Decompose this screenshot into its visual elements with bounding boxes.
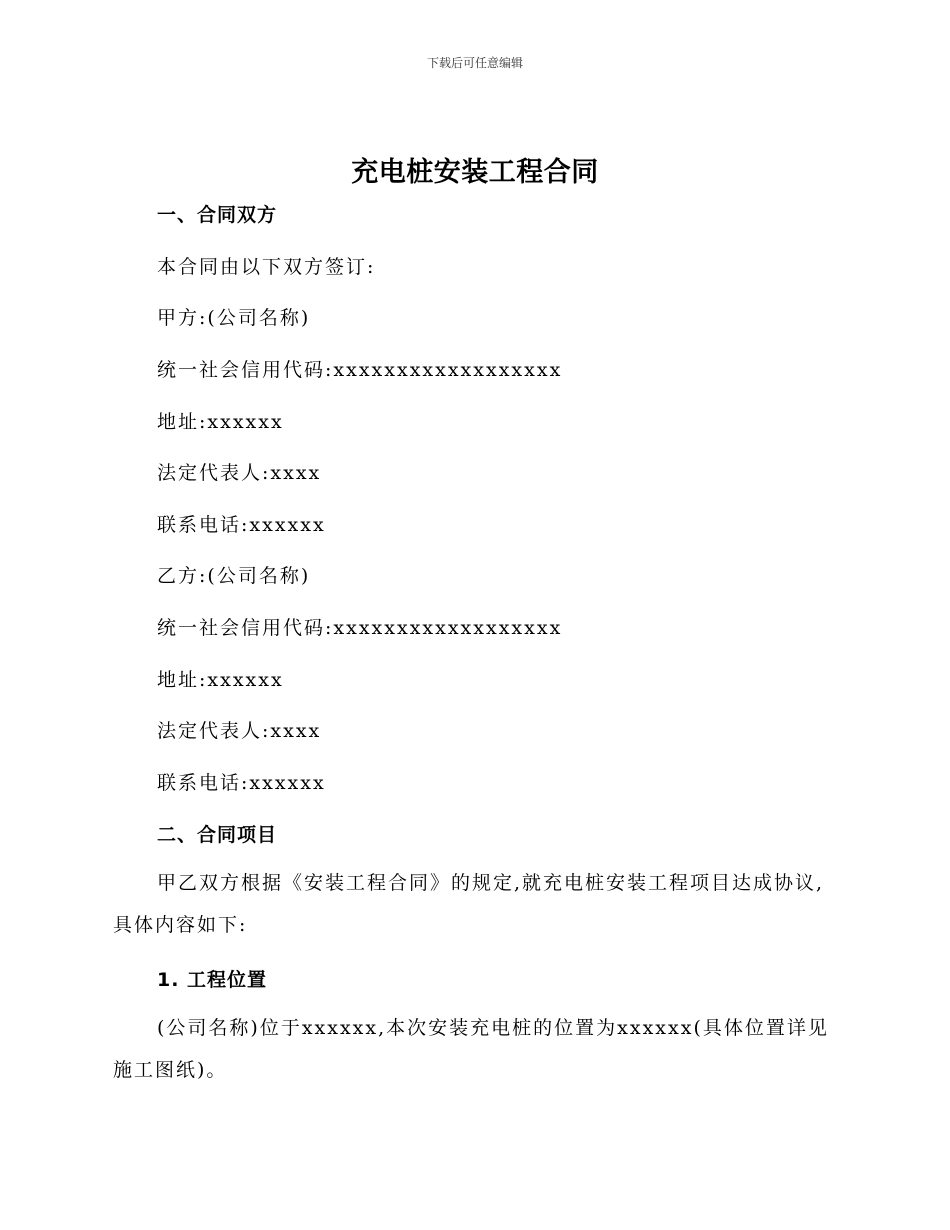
party-a-name: 甲方:(公司名称) — [157, 307, 311, 329]
location-paragraph: (公司名称)位于xxxxxx,本次安装充电桩的位置为xxxxxx(具体位置详见施工图纸)。 — [113, 1017, 829, 1081]
header-note: 下载后可任意编辑 — [426, 56, 523, 70]
document-title: 充电桩安装工程合同 — [351, 157, 599, 188]
party-b-credit-code: 统一社会信用代码:xxxxxxxxxxxxxxxxxx — [157, 617, 563, 639]
party-b-representative: 法定代表人:xxxx — [157, 720, 322, 742]
party-a-address: 地址:xxxxxx — [157, 411, 284, 433]
subheading-location: 1. 工程位置 — [157, 969, 268, 991]
party-b-name: 乙方:(公司名称) — [157, 565, 311, 587]
party-b-address: 地址:xxxxxx — [157, 669, 284, 691]
project-paragraph: 甲乙双方根据《安装工程合同》的规定,就充电桩安装工程项目达成协议,具体内容如下: — [113, 872, 825, 936]
party-b-phone: 联系电话:xxxxxx — [157, 772, 326, 794]
party-a-phone: 联系电话:xxxxxx — [157, 514, 326, 536]
party-a-credit-code: 统一社会信用代码:xxxxxxxxxxxxxxxxxx — [157, 359, 563, 381]
party-a-representative: 法定代表人:xxxx — [157, 462, 322, 484]
section-heading-project: 二、合同项目 — [157, 824, 278, 846]
section-heading-parties: 一、合同双方 — [157, 204, 278, 226]
intro-line: 本合同由以下双方签订: — [157, 256, 376, 278]
